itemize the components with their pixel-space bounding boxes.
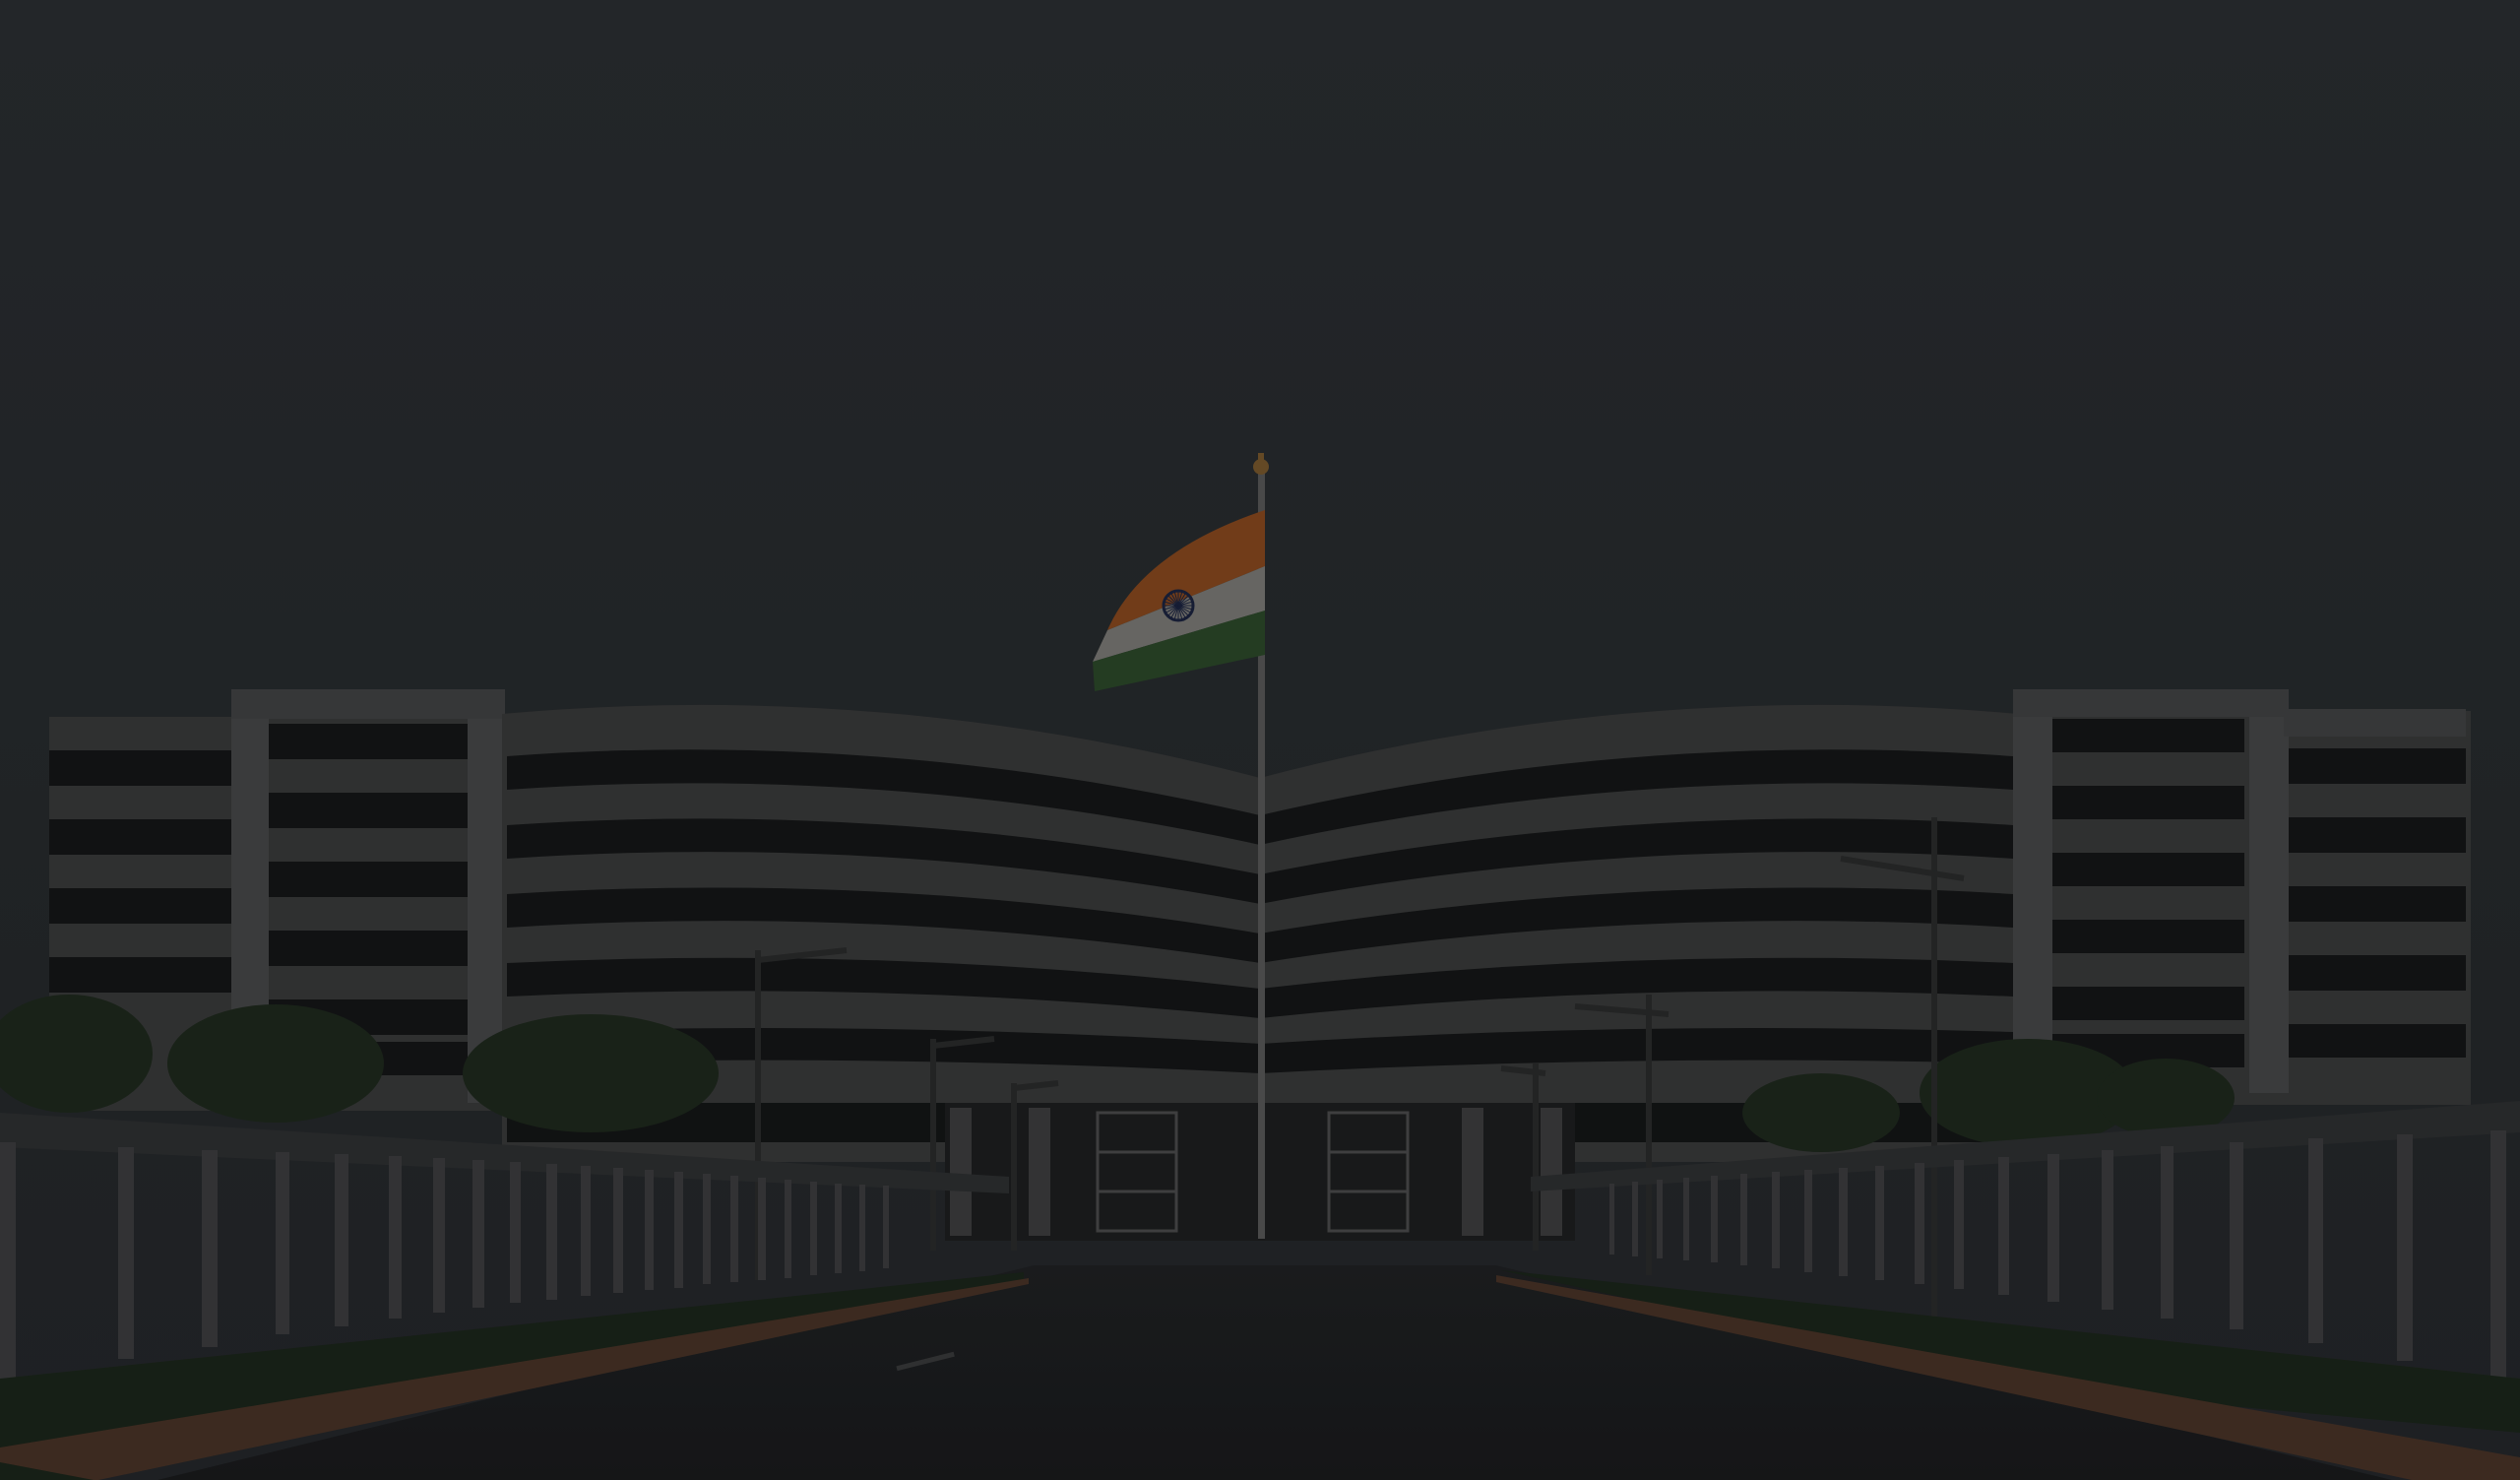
building-right-wing: [2013, 689, 2471, 1105]
